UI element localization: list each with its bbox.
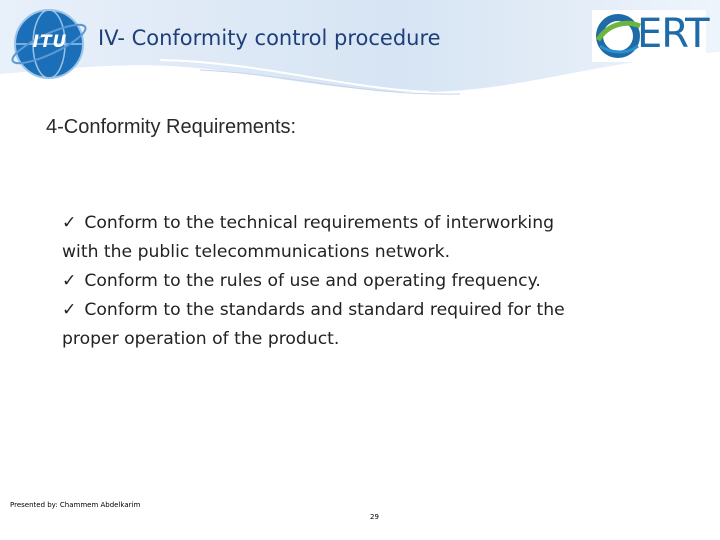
list-item-text: Conform to the standards and standard required for the xyxy=(84,300,565,320)
slide-header xyxy=(0,0,720,100)
slide-title: IV- Conformity control procedure xyxy=(98,26,441,50)
section-subtitle: 4-Conformity Requirements: xyxy=(46,116,297,138)
presenter-credit: Presented by: Chammem Abdelkarim xyxy=(10,501,141,509)
page-number: 29 xyxy=(370,513,379,521)
checkmark-icon: ✓ xyxy=(62,213,77,233)
list-item xyxy=(62,209,672,267)
itu-logo-text: ITU xyxy=(32,32,68,52)
list-item xyxy=(62,296,672,354)
list-item-text: Conform to the technical requirements of interworking xyxy=(84,213,555,233)
list-item xyxy=(62,267,672,296)
list-item-text: proper operation of the product. xyxy=(62,329,340,349)
list-item-text: with the public telecommunications network. xyxy=(62,242,451,262)
list-item-text: Conform to the rules of use and operating frequency. xyxy=(84,271,541,291)
cert-logo-text: ERT xyxy=(637,11,709,57)
checkmark-icon: ✓ xyxy=(62,271,77,291)
requirements-list xyxy=(62,209,672,354)
checkmark-icon: ✓ xyxy=(62,300,77,320)
